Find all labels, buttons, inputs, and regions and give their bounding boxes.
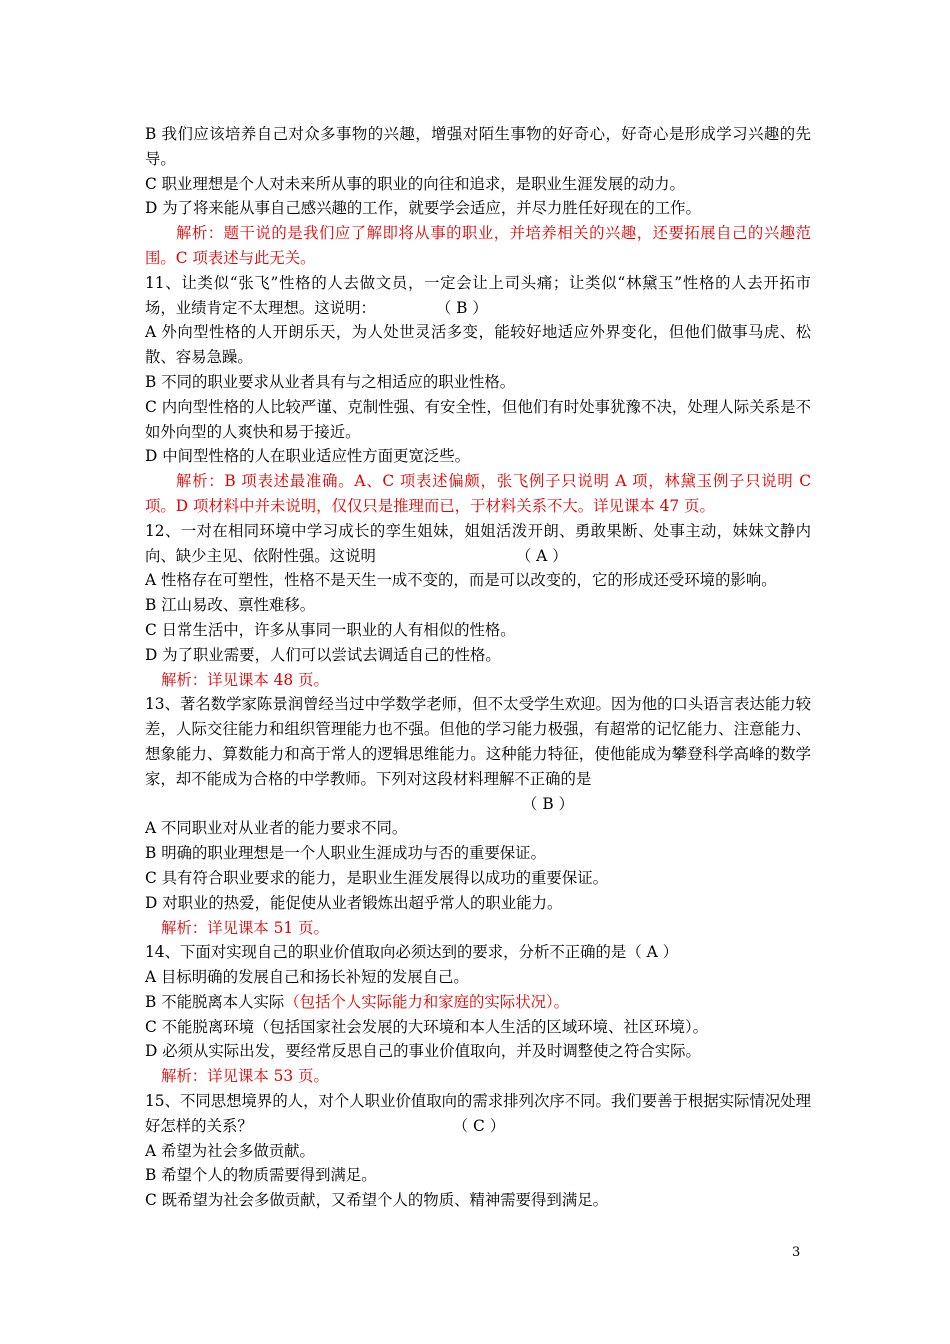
option-c-q13: C 具有符合职业要求的能力，是职业生涯发展得以成功的重要保证。	[145, 868, 608, 887]
option-d-q12: D 为了职业需要，人们可以尝试去调适自己的性格。	[145, 645, 501, 664]
option-a-q15: A 希望为社会多做贡献。	[145, 1141, 315, 1160]
question-15-text: 15、不同思想境界的人，对个人职业价值取向的需求排列次序不同。我们要善于根据实际情况处理好怎样的关系？	[145, 1092, 811, 1135]
option-a-q11: A 外向型性格的人开朗乐天，为人处世灵活多变，能较好地适应外界变化，但他们做事马虎、松散、容易急躁。	[145, 323, 811, 367]
explanation-q12: 解析：详见课本 48 页。	[161, 670, 329, 689]
question-12	[145, 519, 811, 569]
option-c-q14: C 不能脱离环境（包括国家社会发展的大环境和本人生活的区域环境、社区环境）。	[145, 1017, 709, 1036]
option-b-q13: B 明确的职业理想是一个人职业生涯成功与否的重要保证。	[145, 844, 546, 863]
document-page	[145, 122, 811, 1213]
option-d-q11: D 中间型性格的人在职业适应性方面更宽泛些。	[145, 447, 471, 466]
option-d-q14: D 必须从实际出发，要经常反思自己的事业价值取向，并及时调整使之符合实际。	[145, 1042, 701, 1061]
explanation-q10: 解析：题干说的是我们应了解即将从事的职业，并培养相关的兴趣，还要拓展自己的兴趣范围。C 项表述与此无关。	[145, 224, 811, 267]
option-d-q13: D 对职业的热爱，能促使从业者锻炼出超乎常人的职业能力。	[145, 893, 563, 912]
answer-q15: （ C ）	[452, 1116, 506, 1135]
option-b-q14	[145, 990, 811, 1015]
answer-q12: （ A ）	[515, 546, 568, 565]
explanation-q13: 解析：详见课本 51 页。	[161, 918, 329, 937]
option-c-q12: C 日常生活中，许多从事同一职业的人有相似的性格。	[145, 620, 516, 639]
option-b-q14-note: （包括个人实际能力和家庭的实际状况）。	[284, 992, 570, 1011]
option-b-q15: B 希望个人的物质需要得到满足。	[145, 1166, 377, 1185]
option-b-q10: B 我们应该培养自己对众多事物的兴趣，增强对陌生事物的好奇心，好奇心是形成学习兴趣的先导。	[145, 125, 811, 168]
question-14	[145, 940, 811, 965]
page-number: 3	[792, 1245, 801, 1260]
option-c-q11: C 内向型性格的人比较严谨、克制性强、有安全性，但他们有时处事犹豫不决，处理人际关系是不如外向型的人爽快和易于接近。	[145, 397, 811, 441]
explanation-q11: 解析：B 项表述最准确。A、C 项表述偏颇，张飞例子只说明 A 项，林黛玉例子只说明 C 项。D 项材料中并未说明，仅仅只是推理而已，于材料关系不大。详见课本 47 页。	[145, 472, 811, 515]
option-b-q11: B 不同的职业要求从业者具有与之相适应的职业性格。	[145, 372, 516, 391]
question-13: 13、著名数学家陈景润曾经当过中学数学老师，但不太受学生欢迎。因为他的口头语言表达能力较差，人际交往能力和组织管理能力也不强。但他的学习能力极强，有超常的记忆能力、注意能力、想象能力、算数能力和高于常人的逻辑思维能力。这种能力特征，使他能成为攀登科学高峰的数学家，却不能成为合格的中学教师。下列对这段材料理解不正确的是	[145, 695, 811, 788]
option-c-q10: C 职业理想是个人对未来所从事的职业的向往和追求，是职业生涯发展的动力。	[145, 174, 685, 193]
explanation-q14: 解析：详见课本 53 页。	[161, 1067, 329, 1086]
option-a-q13: A 不同职业对从业者的能力要求不同。	[145, 819, 408, 838]
option-b-q14-main: B 不能脱离本人实际	[145, 992, 285, 1011]
answer-q13	[145, 792, 811, 817]
option-a-q12: A 性格存在可塑性，性格不是天生一成不变的，而是可以改变的，它的形成还受环境的影响。	[145, 571, 777, 590]
question-15	[145, 1089, 811, 1139]
question-11-text: 11、让类似“张飞”性格的人去做文员，一定会让上司头痛；让类似“林黛玉”性格的人去开拓市场，业绩肯定不太理想。这说明：	[145, 273, 811, 317]
option-a-q14: A 目标明确的发展自己和扬长补短的发展自己。	[145, 968, 469, 987]
question-14-text: 14、下面对实现自己的职业价值取向必须达到的要求，分析不正确的是	[145, 943, 627, 962]
answer-q11: （ B ）	[435, 298, 488, 317]
answer-q14: （ A ）	[626, 943, 678, 962]
question-12-text: 12、一对在相同环境中学习成长的孪生姐妹，姐姐活泼开朗、勇敢果断、处事主动，妹妹文静内向、缺少主见、依附性强。这说明	[145, 521, 811, 565]
answer-q13-text: （ B ）	[522, 794, 574, 813]
option-b-q12: B 江山易改、禀性难移。	[145, 596, 316, 615]
option-c-q15: C 既希望为社会多做贡献，又希望个人的物质、精神需要得到满足。	[145, 1191, 608, 1210]
question-11	[145, 271, 811, 321]
option-d-q10: D 为了将来能从事自己感兴趣的工作，就要学会适应，并尽力胜任好现在的工作。	[145, 199, 701, 218]
